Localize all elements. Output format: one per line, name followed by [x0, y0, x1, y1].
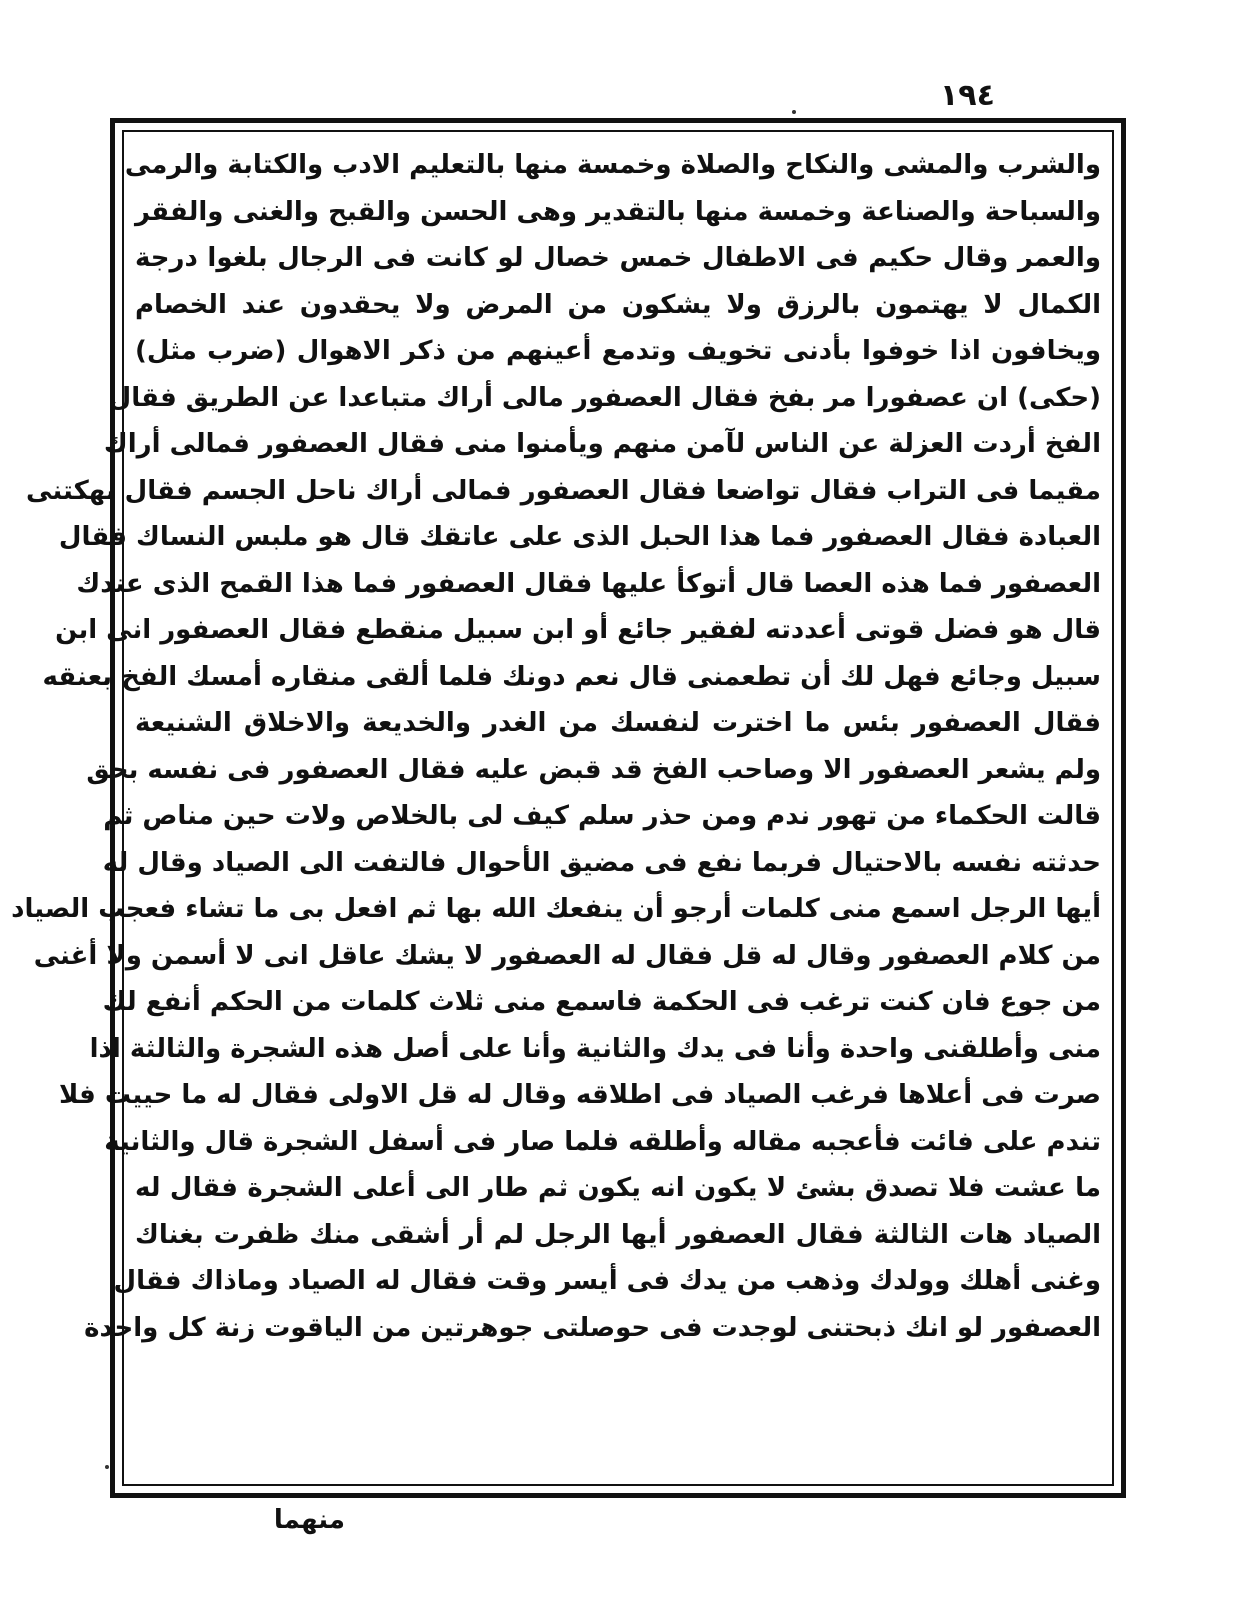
text-line-20: منى وأطلقنى واحدة وأنا فى يدك والثانية وأنا على أصل هذه الشجرة والثالثة اذا	[89, 1033, 1101, 1064]
text-line-15: قالت الحكماء من تهور ندم ومن حذر سلم كيف لى بالخلاص ولات حين مناص ثم	[103, 801, 1101, 831]
text-line-22: تندم على فائت فأعجبه مقاله وأطلقه فلما صار فى أسفل الشجرة قال والثانية	[104, 1126, 1101, 1157]
text-line-11: قال هو فضل قوتى أعددته لفقير جائع أو ابن سبيل منقطع فقال العصفور انى ابن	[55, 615, 1101, 645]
text-line-3: والعمر وقال حكيم فى الاطفال خمس خصال لو كانت فى الرجال بلغوا درجة	[135, 243, 1101, 273]
text-line-2: والسباحة والصناعة وخمسة منها بالتقدير وهى الحسن والقبح والغنى والفقر	[135, 196, 1101, 227]
text-line-24: الصياد هات الثالثة فقال العصفور أيها الرجل لم أر أشقى منك ظفرت بغناك	[135, 1219, 1101, 1250]
page-number: ١٩٤	[940, 78, 995, 113]
catchword: منهما	[273, 1505, 345, 1535]
text-line-18: من كلام العصفور وقال له قل فقال له العصفور لا يشك عاقل انى لا أسمن ولا أغنى	[33, 940, 1101, 971]
text-line-7: الفخ أردت العزلة عن الناس لآمن منهم ويأمنوا منى فقال العصفور فمالى أراك	[103, 429, 1101, 459]
speck-mark	[792, 110, 796, 114]
text-line-21: صرت فى أعلاها فرغب الصياد فى اطلاقه وقال له قل الاولى فقال له ما حييت فلا	[59, 1080, 1101, 1110]
text-line-13: فقال العصفور بئس ما اخترت لنفسك من الغدر والخديعة والاخلاق الشنيعة	[135, 708, 1101, 738]
text-line-10: العصفور فما هذه العصا قال أتوكأ عليها فقال العصفور فما هذا القمح الذى عندك	[76, 568, 1101, 599]
text-line-16: حدثته نفسه بالاحتيال فربما نفع فى مضيق الأحوال فالتفت الى الصياد وقال له	[102, 847, 1101, 878]
text-line-9: العبادة فقال العصفور فما هذا الحبل الذى على عاتقك قال هو ملبس النساك فقال	[58, 522, 1101, 552]
text-line-4: الكمال لا يهتمون بالرزق ولا يشكون من المرض ولا يحقدون عند الخصام	[135, 289, 1101, 320]
text-line-6: (حكى) ان عصفورا مر بفخ فقال العصفور مالى أراك متباعدا عن الطريق فقال	[108, 382, 1101, 413]
text-line-12: سبيل وجائع فهل لك أن تطعمنى قال نعم دونك فلما ألقى منقاره أمسك الفخ بعنقه	[42, 661, 1101, 692]
text-line-26: العصفور لو انك ذبحتنى لوجدت فى حوصلتى جوهرتين من الياقوت زنة كل واحدة	[84, 1312, 1101, 1343]
speck-mark	[105, 1465, 109, 1469]
body-text	[11, 142, 1101, 1477]
text-line-25: وغنى أهلك وولدك وذهب من يدك فى أيسر وقت فقال له الصياد وماذاك فقال	[113, 1266, 1101, 1296]
text-line-8: مقيما فى التراب فقال تواضعا فقال العصفور فمالى أراك ناحل الجسم فقال نهكتنى	[26, 475, 1101, 506]
text-line-23: ما عشت فلا تصدق بشئ لا يكون انه يكون ثم طار الى أعلى الشجرة فقال له	[135, 1173, 1101, 1203]
text-line-1: والشرب والمشى والنكاح والصلاة وخمسة منها بالتعليم الادب والكتابة والرمى	[124, 150, 1101, 180]
text-line-19: من جوع فان كنت ترغب فى الحكمة فاسمع منى ثلاث كلمات من الحكم أنفع لك	[102, 987, 1101, 1017]
text-line-5: ويخافون اذا خوفوا بأدنى تخويف وتدمع أعينهم من ذكر الاهوال (ضرب مثل)	[135, 336, 1101, 366]
text-line-17: أيها الرجل اسمع منى كلمات أرجو أن ينفعك الله بها ثم افعل بى ما تشاء فعجب الصياد	[11, 894, 1101, 924]
text-line-14: ولم يشعر العصفور الا وصاحب الفخ قد قبض عليه فقال العصفور فى نفسه بحق	[86, 754, 1101, 785]
